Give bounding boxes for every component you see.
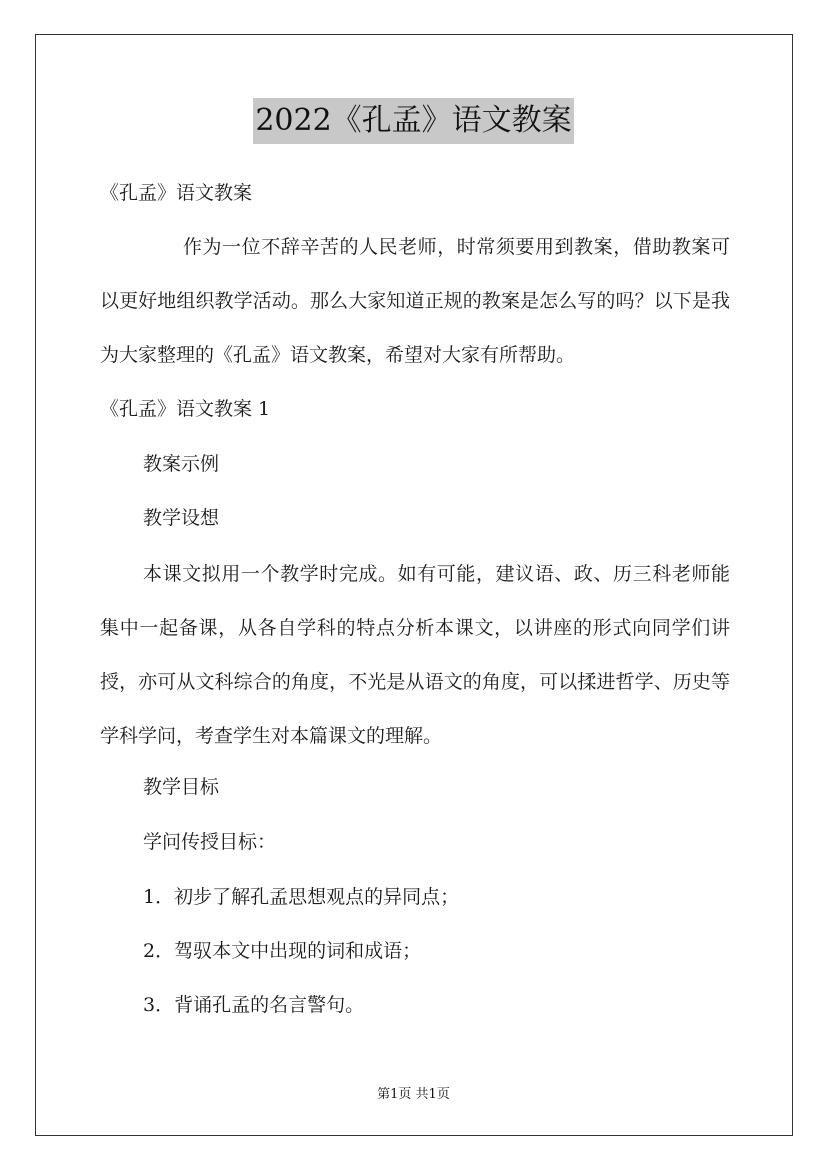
document-subtitle: 《孔孟》语文教案 [100,182,253,204]
goals-label: 教学目标 [143,776,220,798]
goal-item: 3．背诵孔孟的名言警句。 [143,994,365,1016]
design-label: 教学设想 [143,507,220,529]
knowledge-goals-label: 学问传授目标： [143,831,277,853]
document-title: 2022《孔孟》语文教案 [253,98,573,144]
example-label: 教案示例 [143,453,220,475]
title-wrap [0,98,827,144]
page-footer: 第1页 共1页 [377,1087,450,1102]
section-heading: 《孔孟》语文教案 1 [100,398,271,420]
design-paragraph: 本课文拟用一个教学时完成。如有可能，建议语、政、历三科老师能集中一起备课，从各自学科的特点分析本课文，以讲座的形式向同学们讲授，亦可从文科综合的角度，不光是从语文的角度，可以揉进哲学、历史等学科学问，考查学生对本篇课文的理解。 [100,563,730,747]
goal-item: 1．初步了解孔孟思想观点的异同点； [143,886,460,908]
intro-paragraph: 作为一位不辞辛苦的人民老师，时常须要用到教案，借助教案可以更好地组织教学活动。那么大家知道正规的教案是怎么写的吗？以下是我为大家整理的《孔孟》语文教案，希望对大家有所帮助。 [100,236,730,366]
goal-item: 2．驾驭本文中出现的词和成语； [143,940,422,962]
